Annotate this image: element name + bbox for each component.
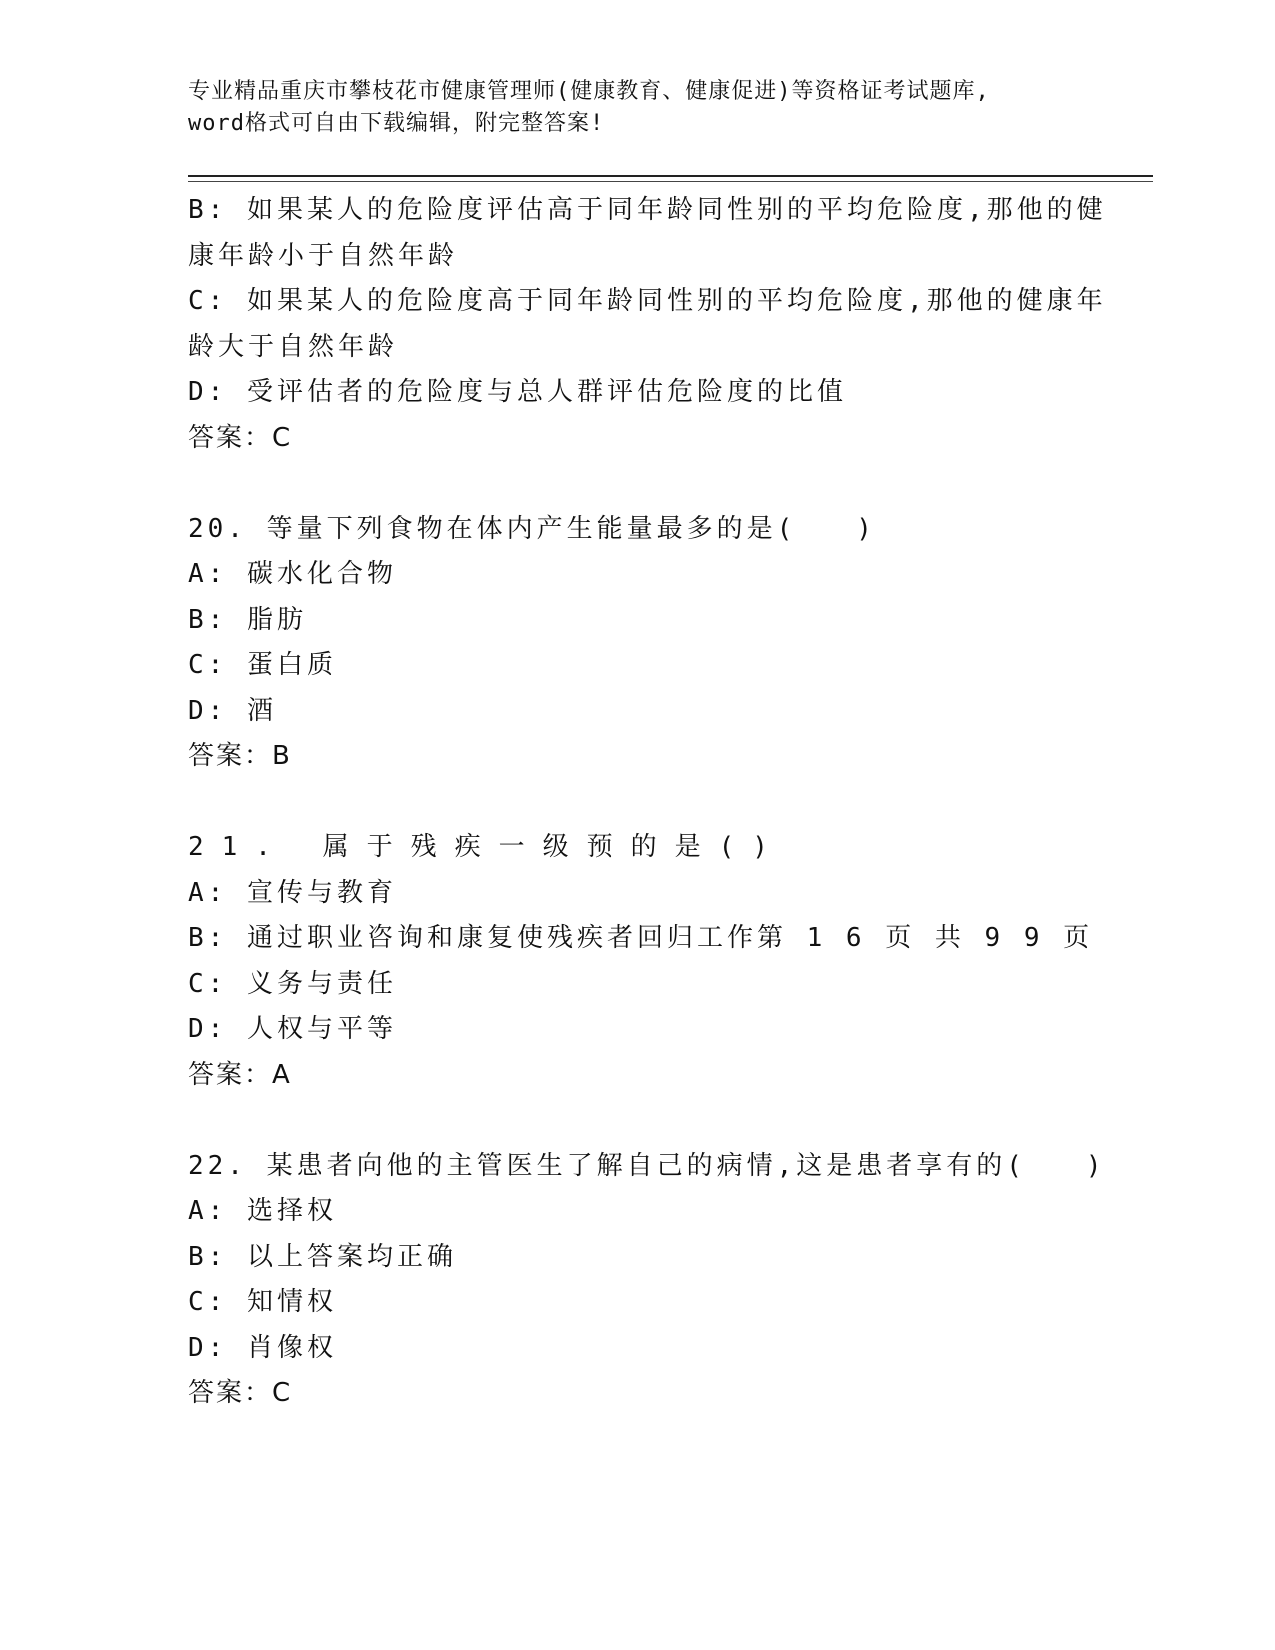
answer: 答案：C	[188, 422, 293, 453]
option-b: B: 脂肪	[188, 604, 307, 635]
spacer	[188, 780, 1128, 826]
option-d: D: 受评估者的危险度与总人群评估危险度的比值	[188, 377, 847, 407]
question-22	[188, 1144, 1128, 1417]
question-21	[188, 825, 1128, 1098]
question-text: 22. 某患者向他的主管医生了解自己的病情,这是患者享有的( )	[188, 1150, 1106, 1181]
option-d: D: 肖像权	[188, 1332, 337, 1363]
option-a: A: 宣传与教育	[188, 877, 397, 908]
option-b-line-1: B: 如果某人的危险度评估高于同年龄同性别的平均危险度,那他的健	[188, 195, 1107, 225]
option-c: C: 知情权	[188, 1287, 337, 1317]
spacer	[188, 461, 1128, 507]
document-header	[188, 76, 1088, 140]
option-a: A: 碳水化合物	[188, 559, 397, 589]
option-c: C: 义务与责任	[188, 968, 397, 999]
answer: 答案：B	[188, 741, 292, 771]
answer: 答案：A	[188, 1059, 292, 1090]
header-title-line-1: 专业精品重庆市攀枝花市健康管理师(健康教育、健康促进)等资格证考试题库,	[188, 79, 990, 104]
option-c-line-1: C: 如果某人的危险度高于同年龄同性别的平均危险度,那他的健康年	[188, 286, 1107, 316]
header-title-line-2: word格式可自由下载编辑，附完整答案!	[188, 111, 605, 136]
question-content	[188, 188, 1128, 1417]
option-b: B: 以上答案均正确	[188, 1241, 457, 1272]
header-divider-thick	[188, 175, 1153, 177]
question-19-tail	[188, 188, 1128, 461]
option-b: B: 通过职业咨询和康复使残疾者回归工作第 1 6 页 共 9 9 页	[188, 923, 1094, 953]
option-d: D: 人权与平等	[188, 1014, 397, 1044]
question-text: 20. 等量下列食物在体内产生能量最多的是( )	[188, 513, 876, 544]
option-c-line-2: 龄大于自然年龄	[188, 331, 399, 362]
option-c: C: 蛋白质	[188, 650, 337, 680]
option-a: A: 选择权	[188, 1196, 337, 1226]
question-text: 21. 属于残疾一级预的是()	[188, 832, 786, 862]
answer: 答案：C	[188, 1378, 293, 1408]
spacer	[188, 1098, 1128, 1144]
option-d: D: 酒	[188, 695, 277, 726]
question-20	[188, 507, 1128, 780]
option-b-line-2: 康年龄小于自然年龄	[188, 240, 459, 271]
header-divider-thin	[188, 181, 1153, 182]
